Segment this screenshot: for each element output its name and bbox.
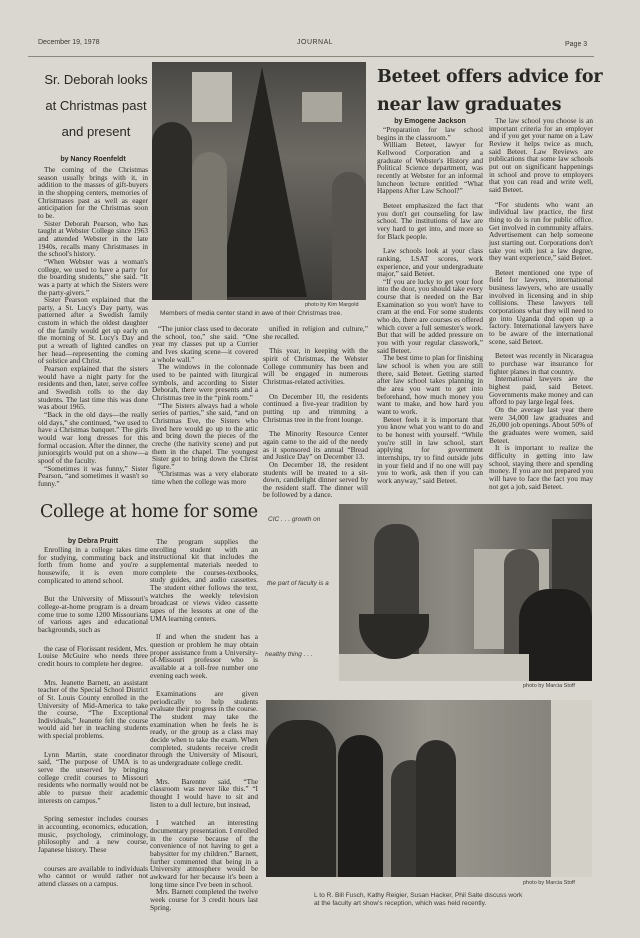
- paragraph: “Christmas was a very elaborate time when the college was more: [152, 469, 258, 487]
- caption-line: L to R. Bill Fusch, Kathy Reigier, Susan Hacker, Phil Salte discuss work: [314, 892, 523, 899]
- art-exhibit-photo: [339, 504, 592, 681]
- faculty-art-show-photo: [266, 700, 592, 877]
- photo-credit: photo by Kim Margold: [305, 302, 359, 308]
- paragraph: Lynn Martin, state coordinator said, “The purpose of UMA is to serve the unserved by bringing college credit courses to Missouri residents who normally would not be able to pursue their academic interests on campus.”: [38, 749, 148, 805]
- paragraph: The program supplies the enrolling student with an instructional kit that includes the supplemental materials needed to complete the courses-textbooks, study guides, and audio cassettes. The student either follows the text, watches the weekly television broadcast or views video cassette tapes of the lessons at one of the UMA learning centers.: [150, 537, 258, 623]
- paragraph: On December 18, the resident students will be treated to a sit-down, candlelight dinner served by the resident staff. The dinner will be followed by a dance.: [263, 459, 368, 500]
- paragraph: Mrs. Barnett completed the twelve week course for 3 credit hours last Spring.: [150, 887, 258, 912]
- paragraph: courses are available to individuals who cannot or would rather not attend classes on a campus.: [38, 863, 148, 888]
- article-column: [38, 166, 148, 488]
- page-number: Page 3: [565, 41, 588, 48]
- paragraph: Mrs. Barentte said, “The classroom was never like this.” “I thought I would have to sit and listen to a dull lecture, but instead,: [150, 776, 258, 809]
- paragraph: Examinations are given periodically to help students evaluate their progress in the course. The student may take the examination when he feels he is ready, or the group as a class may decide when to take the exam. When completed, students receive credit through the University of Misouri, as undergraduate college credit.: [150, 689, 258, 768]
- publication-name: JOURNAL: [297, 39, 334, 46]
- person-silhouette: [332, 172, 366, 300]
- headline-line: at Christmas past: [45, 98, 147, 113]
- paragraph: The best time to plan for finishing law school is when you are still there, said Beteet. Getting started after law school takes planning in the area you want to get into beforehand, how much money you want to make, and how hard you want to work.: [377, 353, 483, 416]
- pullquote-line: CIC . . . growth on: [268, 516, 321, 523]
- paragraph: “For students who want an individual law practice, the first thing to do is run for public office. Get involved in community affairs. Advertisement can help someone just starting out. Corporations don't take you with just a law degree, they want experience,” said Beteet.: [489, 199, 593, 263]
- person-silhouette: [192, 152, 227, 300]
- paragraph: Mrs. Jeanette Barnett, an assistant teacher of the Special School District of St. Louis County enrolled in the University of Mid-America to take the course, “The Exceptional Individuals,” Jeanette felt the course would aid her in teaching students with special problems.: [38, 677, 148, 741]
- paragraph: The windows in the colonnade used to be painted with liturgical symbols, and according to Sister Deborah, there were presents and a Christmas tree in the “pink room.”: [152, 362, 258, 402]
- display-wall: [551, 700, 592, 877]
- headline-line: Sr. Deborah looks: [44, 72, 148, 87]
- paragraph: Sister Deborah Pearson, who has taught at Webster College since 1963 and attended Webster in the late 1940s, recalls many Christmases in the school's history.: [38, 218, 148, 259]
- display-pedestal: [339, 654, 529, 681]
- christmas-tree-photo: [152, 62, 366, 300]
- paragraph: International lawyers are the highest paid, said Beteet. Governments make money and can afford to pay large legal fees.: [489, 374, 593, 407]
- caption-line: at the faculty art show's reception, which was held recently.: [314, 900, 487, 907]
- paragraph: Pearson explained that the sisters would have a night party for the residents and then, later, serve coffee and Swedish rolls to the day students. The last time this was done was about 1965.: [38, 364, 148, 412]
- paragraph: I watched an interesting documentary presentation. I enrolled in the course because of the convenience of not having to get a babysitter for my children.” Barnett, further commented that being in a University atmosphere would be awkward for her because it's been a long time since I've been in school.: [150, 818, 258, 889]
- paragraph: “Preparation for law school begins in the classroom.”: [377, 125, 483, 142]
- person-silhouette: [266, 720, 336, 877]
- paragraph: “The junior class used to decorate the school, too,” she said. “One year my classes put up a Currier and Ives skating scene—it covered a whole wall.”: [152, 324, 258, 364]
- article-column: [377, 126, 483, 485]
- article-column: [150, 538, 258, 911]
- photo-credit: photo by Marcia Stoff: [523, 683, 575, 689]
- paragraph: “Sometimes it was funny,” Sister Pearson, “and sometimes it wasn't so funny.”: [38, 463, 148, 488]
- paragraph: “If you are lucky to get your foot into the door, you should take every course that is needed on the Bar Examination so you won't have to cram at the end. For some students who do, there are courses es offered which cover a full semester's work. But that will be added pressure on you with your regular classwork,” said Beteet.: [377, 276, 483, 355]
- paragraph: The law school you choose is an important criteria for an employer and if you get your name on a Law Review it helps twice as much, said Beteet. Law Reviews are publications that some law schools put out on significant happenings in school and prove to employers that you can read and write well, said Beteet.: [489, 116, 593, 194]
- person-silhouette: [152, 122, 192, 300]
- headline-line: Beteet offers advice for: [377, 67, 603, 87]
- paragraph: On the average last year there were 34,000 law graduates and 26,000 job openings. About 50% of the graduates were women, said Beteet.: [489, 404, 593, 445]
- paragraph: The Minority Resource Center again came to the aid of the needy as it sponsored its annual “Bread and Justice Day” on December 13.: [263, 429, 368, 462]
- person-silhouette: [416, 740, 456, 877]
- photo-credit: photo by Marcia Stoff: [523, 880, 575, 886]
- paragraph: “The Sisters always had a whole series of parties,” she said, “and on Christmas Eve, the Sisters who lived here would go up to the attic and bring down the pieces of the creche (the nativity scene) and put them in the chapel. The youngest Sister got to bring down the Christ figure.”: [152, 400, 258, 471]
- photo-caption: Members of media center stand in awe of their Christmas tree.: [160, 310, 343, 317]
- wall-poster: [302, 92, 342, 122]
- paragraph: “Back in the old days—the really old days,” she continued, “we used to have a Christmas banquet.” The girls would war long dresses for this formal occasion. After the dinner, the juniorsgirls would put on a show—a spoof of the faculty.: [38, 410, 148, 465]
- paragraph: It is important to realize the difficulty in getting into law school, staying there and spending money. If you are not prepared you will have to face the fact you may not get a job, said Beteet.: [489, 443, 593, 491]
- paragraph: Beteet mentioned one type of field for lawyers, international business lawyers, who are usually involved in licensing and in ship collisions. These lawyers tell corporations what they will need to go into Uganda dnd open up a factory. International lawyers have to be aware of the international scene, said Beteet.: [489, 267, 593, 346]
- issue-date: December 19, 1978: [38, 39, 100, 46]
- headline-line: near law graduates: [377, 95, 562, 115]
- person-silhouette: [519, 589, 592, 681]
- paragraph: unified in religion and culture,” she recalled.: [263, 324, 368, 341]
- paragraph: Beteet feels it is important that you know what you want to do and to be honest with yourself. “While you're still in law school, start applying for government internships, try to find outside jobs in your field and if no one will pay you to work, ask then if you can work anyway,” said Beteet.: [377, 414, 483, 485]
- paragraph: If and when the student has a question or problem he may obtain proper assistance from a University-of-Missouri professor who is available at a toll-free number one evening each week.: [150, 632, 258, 680]
- paragraph: Law schools look at your class ranking, LSAT scores, work experience, and your undergraduate major,” said Beteet.: [377, 246, 483, 279]
- headline-beteet: [377, 63, 602, 119]
- paragraph: Beteet was recently in Nicaragua to purchase war insurance for fighter planes in that country.: [489, 351, 593, 376]
- byline: by Emogene Jackson: [394, 118, 466, 125]
- photo-caption: [314, 892, 522, 908]
- paragraph: This year, in keeping with the spirit of Christmas, the Webster College community has been and will be engaged in numerous Christmas-related activities.: [263, 346, 368, 386]
- paragraph: William Beteet, lawyer for Kellwood Corporation and a graduate of Webster's History and Political Science department, was recently at Webster for an informal luncheon lecture entitled “What Happens After Law School?”: [377, 140, 483, 196]
- byline: by Nancy Roenfeldt: [60, 156, 126, 163]
- paragraph: But the University of Missouri's college-at-home program is a dream come true to some 1200 Missourians of various ages and educational backgrounds, such as: [38, 594, 148, 634]
- article-column: [152, 325, 258, 486]
- pullquote-line: healthy thing . . .: [265, 651, 313, 658]
- christmas-tree: [217, 67, 307, 297]
- paragraph: Enrolling in a college takes time for studying, commuting back and forth from home and you're a housewife, it is even more complicated to attend school.: [38, 545, 148, 585]
- paragraph: Sister Pearson explained that the party, a St. Lucy's Day party, was patterned after a Swedish family custom in which the oldest daughter of the family would get up early on the morning of St. Lucy's Day and put a wreath of lighted candles on her head—representing the coming of solstice and Christ.: [38, 295, 148, 366]
- paragraph: the case of Florissant resident, Mrs. Louise McGuire who needs three credit hours to complete her degree.: [38, 643, 148, 668]
- headline-deborah: [40, 67, 152, 145]
- headline-line: and present: [61, 124, 131, 139]
- paragraph: “When Webster was a woman's college, we used to have a party for the boarding students,” she said. “It was a party at which the Sisters were the party-givers.”: [38, 256, 148, 297]
- paragraph: On December 10, the residents continued a five-year tradition by putting up and trimming a Christmas tree in the front lounge.: [263, 391, 368, 424]
- paragraph: Beteet emphasized the fact that you don't get counseling for law school. The institutions of law are very hard to get into, and more so for Black people.: [377, 200, 483, 241]
- header-rule: [28, 56, 594, 57]
- article-column: [263, 325, 368, 499]
- paragraph: Spring semester includes courses in accounting, economics, education, music, psychology, criminology, philosophy and a new course, Japanese history. These: [38, 814, 148, 854]
- pullquote-line: the part of faculty is a: [267, 580, 329, 587]
- person-silhouette: [338, 735, 383, 877]
- paragraph: The coming of the Christmas season usually brings with it, in addition to the masses of gift-buyers in the shopping centers, memories of Christmases past as well as eager anticipation for the Christmas soon to be.: [38, 165, 148, 220]
- article-column: [489, 117, 593, 490]
- byline: by Debra Pruitt: [67, 538, 119, 545]
- article-column: [38, 546, 148, 888]
- headline-college: College at home for some: [40, 502, 258, 522]
